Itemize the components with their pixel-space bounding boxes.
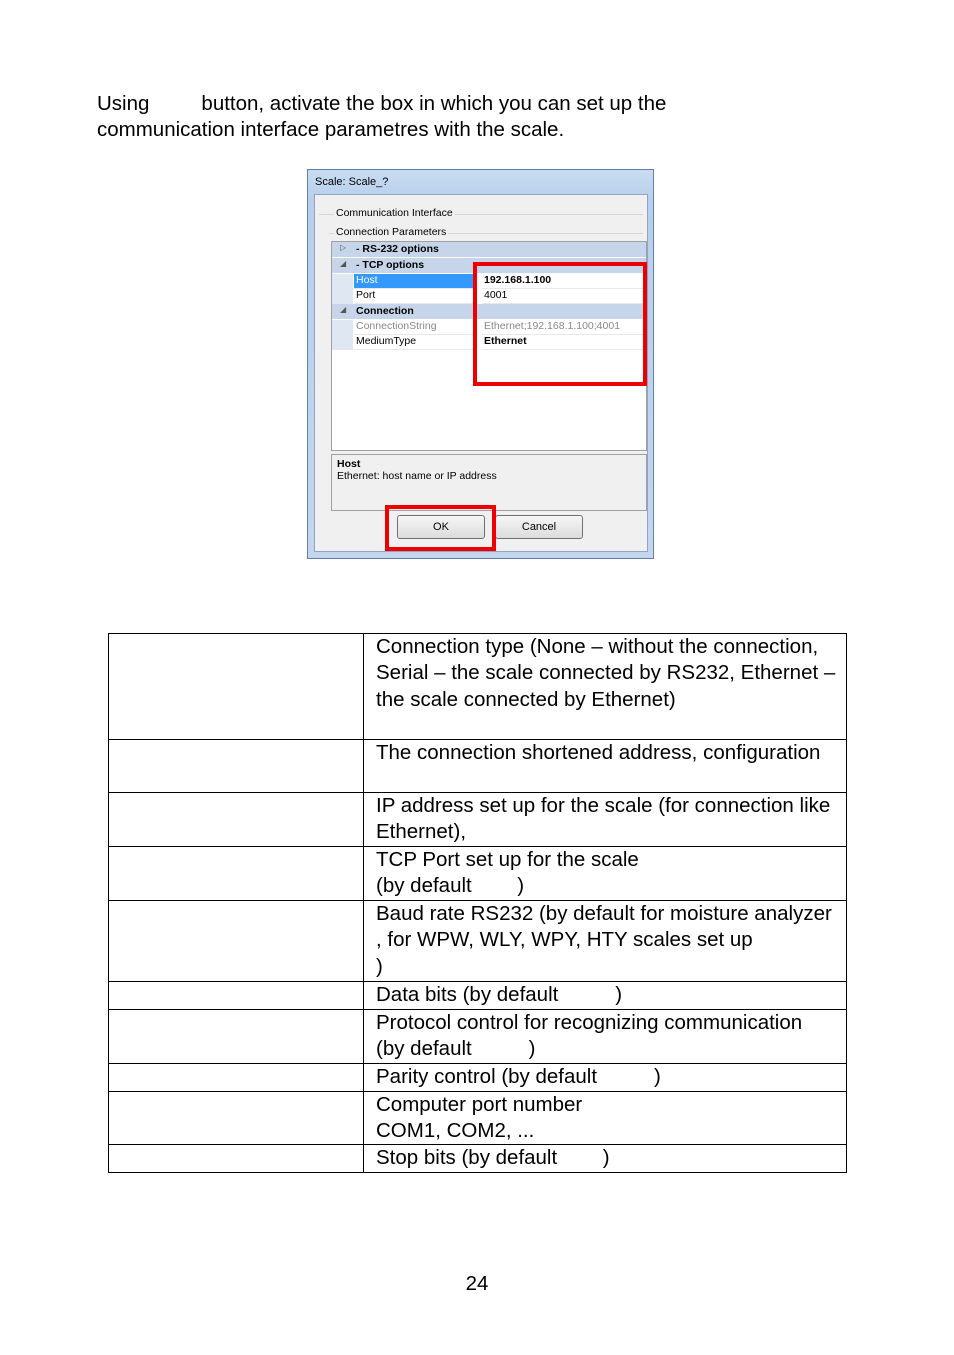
- table-row: Data bits (by default ): [109, 982, 847, 1010]
- property-port[interactable]: Port 4001: [332, 289, 646, 304]
- table-row: Stop bits (by default ): [109, 1145, 847, 1173]
- table-row: Parity control (by default ): [109, 1063, 847, 1091]
- category-rs232[interactable]: ▷ - RS-232 options: [332, 242, 646, 257]
- property-description: Host Ethernet: host name or IP address: [331, 454, 647, 511]
- property-connection-string[interactable]: ConnectionString Ethernet;192.168.1.100;4001: [332, 320, 646, 335]
- table-row: Baud rate RS232 (by default for moisture analyzer , for WPW, WLY, WPY, HTY scales set up ): [109, 901, 847, 982]
- intro-text-a: Using: [97, 92, 150, 115]
- highlight-ok-box: [385, 505, 496, 551]
- collapse-icon[interactable]: ◢: [340, 305, 347, 314]
- highlight-values-box: [473, 262, 647, 386]
- page-number: 24: [465, 1272, 489, 1295]
- table-row: IP address set up for the scale (for connection like Ethernet),: [109, 793, 847, 847]
- cancel-button[interactable]: Cancel: [495, 515, 583, 539]
- parameters-table: [108, 633, 923, 1173]
- intro-text-c: communication interface parametres with the scale.: [97, 118, 565, 141]
- intro-text-b: button, activate the box in which you can set up the: [201, 92, 667, 115]
- property-host[interactable]: Host 192.168.1.100: [332, 274, 646, 289]
- category-connection[interactable]: ◢ Connection: [332, 304, 646, 319]
- category-tcp[interactable]: ◢ - TCP options: [332, 258, 646, 273]
- group-label: Communication Interface: [336, 207, 453, 219]
- table-row: Connection type (None – without the connection, Serial – the scale connected by RS232, Ethernet – the scale connected by Ethernet): [109, 634, 847, 740]
- table-row: The connection shortened address, configuration: [109, 740, 847, 793]
- intro-paragraph: [97, 91, 857, 143]
- table-row: Protocol control for recognizing communication (by default ): [109, 1010, 847, 1064]
- dialog-title: Scale: Scale_?: [315, 176, 389, 188]
- collapse-icon[interactable]: ◢: [340, 259, 347, 268]
- table-row: Computer port number COM1, COM2, ...: [109, 1091, 847, 1145]
- property-medium-type[interactable]: MediumType Ethernet: [332, 335, 646, 350]
- ok-button[interactable]: OK: [397, 515, 485, 539]
- subgroup-label: Connection Parameters: [336, 226, 447, 238]
- expand-icon[interactable]: ▷: [340, 243, 347, 252]
- table-row: TCP Port set up for the scale (by default ): [109, 847, 847, 901]
